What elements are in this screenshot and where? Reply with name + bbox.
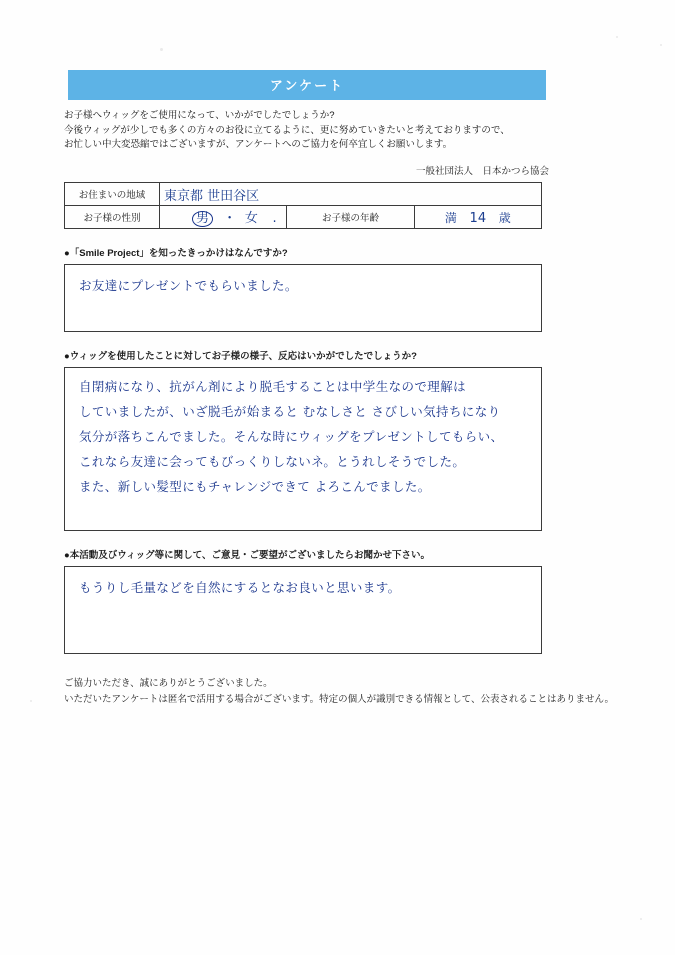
age-value-cell[interactable] [414,206,541,229]
intro-line-1: お子様へウィッグをご使用になって、いかがでしたでしょうか? [64,110,335,121]
region-value: 東京都 世田谷区 [164,188,260,204]
question-1-label: ●「Smile Project」を知ったきっかけはなんですか? [64,248,288,260]
question-block-1 [64,245,612,332]
age-prefix: 満 [444,210,457,225]
scan-speck [640,918,642,920]
scan-speck [160,48,163,51]
question-3-label: ●本活動及びウィッグ等に関して、ご意見・ご要望がございましたらお聞かせ下さい。 [64,550,430,562]
answer-line: していましたが、いざ脱毛が始まると むなしさと さびしい気持ちになり [79,404,501,420]
intro-line-3: お忙しい中大変恐縮ではございますが、アンケートへのご協力を何卒宜しくお願いします。 [64,139,453,151]
question-1-answer-box[interactable] [64,264,542,332]
gender-value-cell[interactable] [160,206,287,229]
age-suffix: 歳 [498,210,511,225]
scan-speck [616,36,618,38]
gender-female-option: 女 [244,211,258,227]
age-value-wrap [419,209,537,226]
table-row [65,183,542,206]
intro-paragraph [64,109,612,153]
survey-form [64,70,615,708]
footer-note [64,676,615,708]
answer-line: 気分が落ちこんでました。そんな時にウィッグをプレゼントしてもらい、 [79,429,504,445]
age-label: お子様の年齢 [287,206,414,229]
gender-male-option [192,211,217,226]
question-3-answer [79,575,531,600]
region-value-cell[interactable] [160,183,542,206]
gender-separator: ・ [223,211,237,227]
page-title: アンケート [68,70,546,100]
question-block-2 [64,348,612,531]
question-3-answer-box[interactable] [64,566,542,654]
question-block-3 [64,547,612,654]
scan-speck [30,700,32,702]
gender-male-circled: 男 [192,211,213,227]
question-1-answer [79,273,531,298]
table-row [65,206,542,229]
organization-name: 一般社団法人 日本かつら協会 [416,166,550,178]
region-label: お住まいの地域 [65,183,160,206]
age-value: 14 [469,210,487,226]
footer-line-2: いただいたアンケートは匿名で活用する場合がございます。特定の個人が識別できる情報として、公表されることはありません。 [64,694,615,706]
answer-line: 自閉病になり、抗がん剤により脱毛することは中学生なので理解は [79,379,467,395]
answer-line: これなら友達に会ってもびっくりしないネ。とうれしそうでした。 [79,454,466,470]
scan-speck [660,44,662,46]
question-2-label: ●ウィッグを使用したことに対してお子様の様子、反応はいかがでしたでしょうか? [64,351,417,363]
footer-line-1: ご協力いただき、誠にありがとうございました。 [64,678,273,690]
respondent-info-table [64,182,542,229]
intro-line-2: 今後ウィッグが少しでも多くの方々のお役に立てるように、更に努めていきたいと考えておりますので、 [64,124,510,136]
question-2-answer [79,374,531,499]
answer-line: もうりし毛量などを自然にするとなお良いと思います。 [79,580,401,596]
question-2-answer-box[interactable] [64,367,542,531]
gender-label: お子様の性別 [65,206,160,229]
gender-trailing-dot: . [272,211,277,227]
answer-line: また、新しい髪型にもチャレンジできて よろこんでました。 [79,479,431,495]
answer-line: お友達にプレゼントでもらいました。 [79,278,298,294]
